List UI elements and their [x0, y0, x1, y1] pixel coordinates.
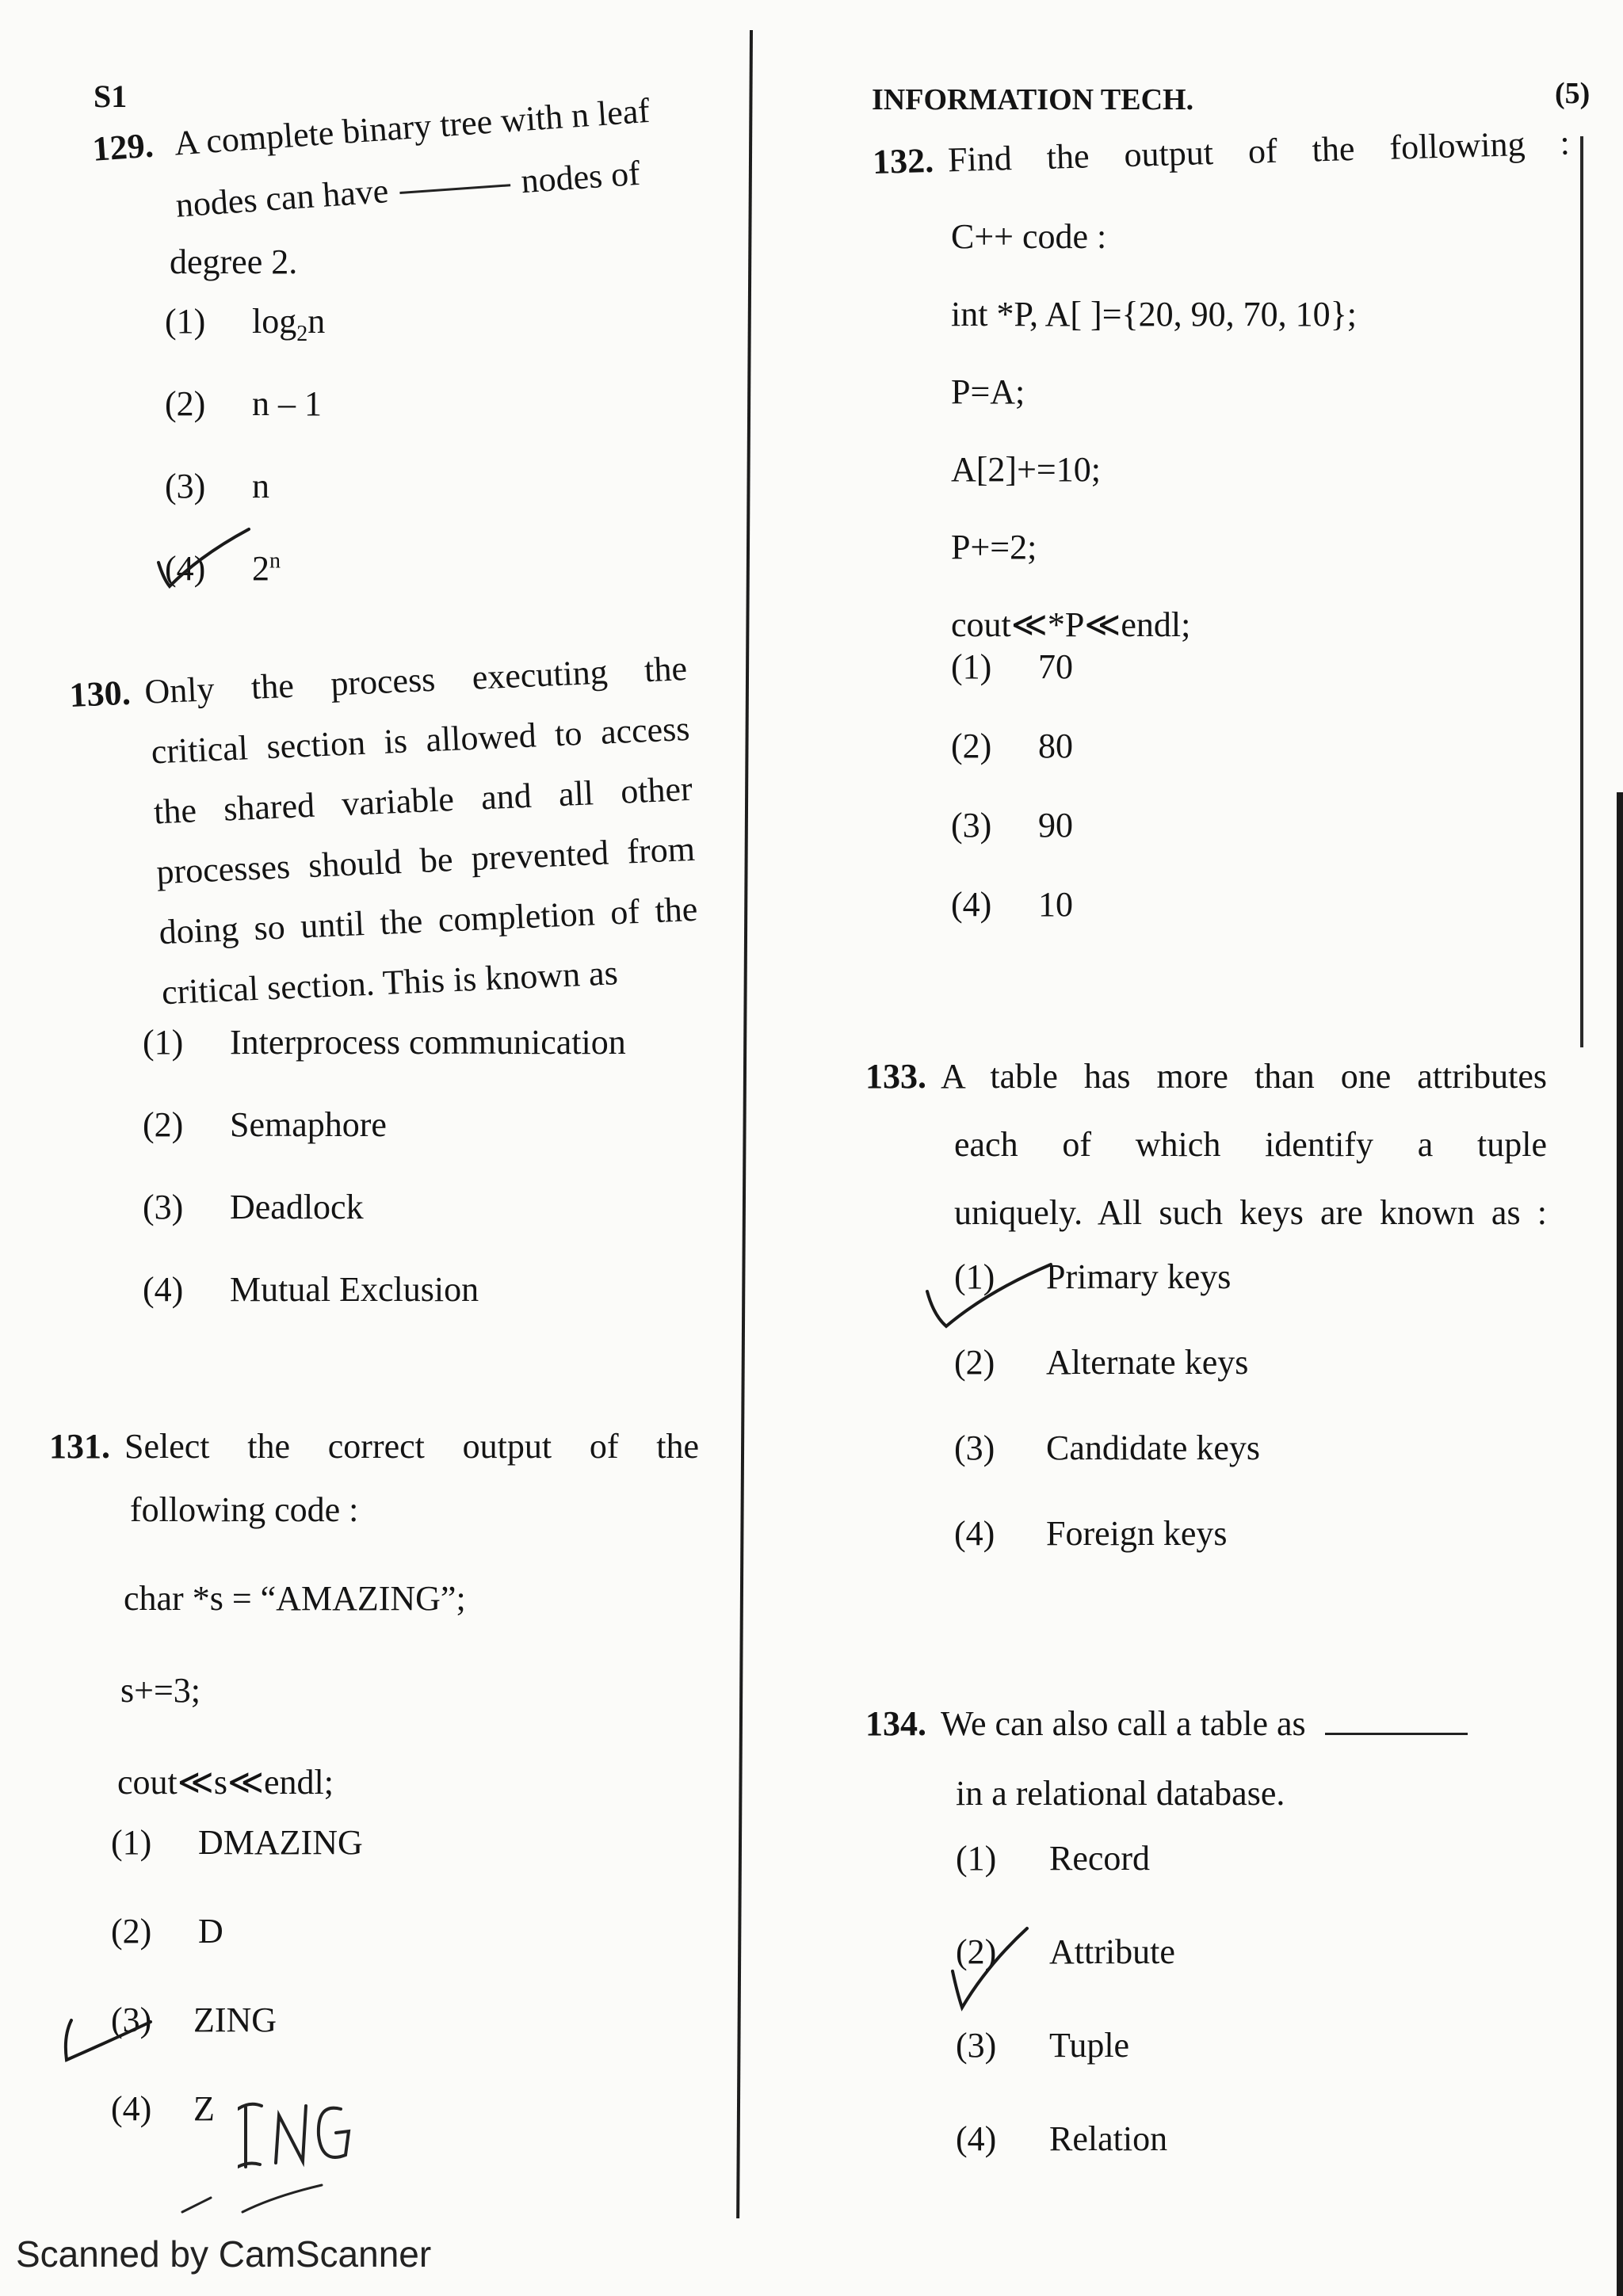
option-number: (1)	[143, 1023, 184, 1062]
option-2[interactable]	[951, 726, 1426, 805]
handwritten-note	[238, 2092, 365, 2179]
option-1[interactable]	[951, 646, 1426, 726]
question-number: 130.	[68, 673, 132, 715]
option-2[interactable]	[111, 1911, 666, 2000]
option-text: n – 1	[252, 384, 322, 423]
option-text: Attribute	[1049, 1932, 1175, 1971]
question-132	[872, 112, 1571, 193]
question-text: A table has more than one attributes	[941, 1057, 1547, 1096]
option-number: (4)	[954, 1514, 995, 1553]
option-number: (3)	[954, 1428, 995, 1467]
option-text: n	[252, 467, 269, 505]
option-number: (3)	[956, 2026, 997, 2065]
option-number: (2)	[143, 1105, 184, 1144]
option-2[interactable]	[143, 1104, 697, 1187]
option-text: Record	[1049, 1839, 1151, 1878]
question-text: C++ code :	[951, 217, 1107, 256]
question-text: each of which identify a tuple	[954, 1125, 1547, 1164]
code-line: cout≪*P≪endl;	[951, 605, 1191, 644]
left-column	[0, 0, 761, 2296]
fill-in-blank	[1325, 1733, 1468, 1735]
scanner-watermark: Scanned by CamScanner	[16, 2233, 432, 2275]
question-129-tail	[170, 231, 297, 293]
option-text: Mutual Exclusion	[230, 1270, 479, 1309]
question-text: degree 2.	[170, 242, 298, 281]
option-number: (4)	[111, 2089, 152, 2128]
question-134-options	[956, 1838, 1510, 2212]
question-133	[865, 1043, 1547, 1247]
code-line: s+=3;	[120, 1671, 200, 1710]
subject-title: INFORMATION TECH.	[872, 83, 1194, 116]
question-132-code	[951, 198, 1585, 664]
question-134	[865, 1689, 1579, 1829]
option-number: (4)	[951, 885, 992, 924]
question-131	[49, 1415, 699, 1542]
option-text: Foreign keys	[1046, 1514, 1228, 1553]
option-number: (2)	[165, 384, 206, 423]
option-text: $\log_2n$	[252, 302, 326, 346]
question-129	[90, 77, 700, 242]
question-text: Select the correct output of the	[124, 1427, 699, 1466]
option-text: D	[198, 1912, 223, 1951]
option-4[interactable]	[951, 884, 1426, 963]
option-text: 70	[1038, 647, 1073, 686]
option-1[interactable]	[143, 1022, 697, 1104]
option-text: 90	[1038, 806, 1073, 845]
question-number: 134.	[865, 1704, 926, 1743]
question-text: nodes of	[519, 153, 642, 201]
option-number: (4)	[143, 1270, 184, 1309]
option-number: (2)	[956, 1932, 997, 1971]
option-number: (3)	[165, 467, 206, 505]
option-4[interactable]	[956, 2119, 1510, 2212]
question-text: Only the process executing the	[143, 648, 688, 711]
option-number: (4)	[956, 2119, 997, 2158]
option-4[interactable]	[954, 1513, 1509, 1599]
option-text: DMAZING	[198, 1823, 363, 1862]
question-130-options	[143, 1022, 697, 1352]
code-line: A[2]+=10;	[951, 450, 1101, 489]
option-4[interactable]	[143, 1269, 697, 1352]
question-132-options	[951, 646, 1426, 963]
option-text: Tuple	[1049, 2026, 1130, 2065]
paper-code: S1	[94, 78, 128, 114]
checkmark-icon	[924, 1260, 1059, 1331]
question-text: doing so until the completion of the	[158, 889, 699, 952]
pen-stroke-icon	[179, 2180, 338, 2220]
option-2[interactable]	[954, 1342, 1509, 1428]
option-number: (4)	[165, 549, 206, 588]
option-1[interactable]	[956, 1838, 1510, 1932]
question-text: critical section. This is known as	[161, 953, 619, 1013]
option-number: (3)	[111, 2000, 152, 2039]
option-text: Candidate keys	[1046, 1428, 1261, 1467]
code-line: cout≪s≪endl;	[117, 1763, 334, 1802]
code-line: P=A;	[951, 372, 1025, 411]
option-text: 80	[1038, 727, 1073, 765]
option-text: Primary keys	[1046, 1257, 1232, 1296]
question-text: Find the output of the following :	[947, 123, 1571, 180]
option-number: (1)	[956, 1839, 997, 1878]
code-line: P+=2;	[951, 528, 1037, 566]
question-text: the shared variable and all other	[153, 769, 693, 832]
option-number: (3)	[143, 1188, 184, 1226]
right-column	[792, 0, 1623, 2296]
option-text: Z	[193, 2089, 215, 2128]
option-text: Alternate keys	[1046, 1343, 1249, 1382]
code-line: char *s = “AMAZING”;	[124, 1579, 466, 1618]
option-3[interactable]	[111, 2000, 666, 2088]
option-3[interactable]	[954, 1428, 1509, 1513]
option-text: 10	[1038, 885, 1073, 924]
fill-in-blank	[399, 185, 510, 195]
question-text: processes should be prevented from	[155, 829, 696, 892]
option-number: (2)	[954, 1343, 995, 1382]
question-131-options	[111, 1822, 666, 2177]
checkmark-icon	[154, 523, 257, 594]
code-line: int *P, A[ ]={20, 90, 70, 10};	[951, 295, 1357, 334]
question-number: 133.	[865, 1057, 926, 1096]
question-text: nodes can have	[174, 171, 390, 225]
question-131-code	[41, 1553, 643, 1829]
option-2[interactable]	[956, 1932, 1510, 2025]
option-number: (1)	[165, 302, 206, 341]
question-number: 132.	[872, 140, 934, 181]
question-text: in a relational database.	[956, 1774, 1285, 1813]
option-3[interactable]	[956, 2025, 1510, 2119]
option-number: (1)	[954, 1257, 995, 1296]
option-text: Semaphore	[230, 1105, 387, 1144]
option-text: Deadlock	[230, 1188, 364, 1226]
checkmark-icon	[948, 1925, 1035, 2012]
page-number: (5)	[1555, 77, 1591, 110]
option-1[interactable]	[111, 1822, 666, 1911]
question-text: A complete binary tree with n leaf	[173, 90, 651, 163]
option-number: (1)	[111, 1823, 152, 1862]
option-3[interactable]	[951, 805, 1426, 884]
option-number: (3)	[951, 806, 992, 845]
question-number: 129.	[90, 125, 155, 169]
checkmark-icon	[55, 2012, 158, 2068]
option-number: (2)	[111, 1912, 152, 1951]
option-number: (1)	[951, 647, 992, 686]
option-text: Relation	[1049, 2119, 1168, 2158]
question-number: 131.	[49, 1427, 110, 1466]
option-text: ZING	[193, 2000, 277, 2039]
option-text: Interprocess communication	[230, 1023, 626, 1062]
question-text: We can also call a table as	[941, 1704, 1306, 1743]
option-2[interactable]	[165, 383, 640, 466]
option-4[interactable]	[111, 2088, 666, 2177]
question-text: following code :	[130, 1490, 359, 1529]
question-130	[68, 639, 701, 1027]
option-text: 2$^n$	[252, 548, 281, 588]
question-text: uniquely. All such keys are known as :	[954, 1193, 1547, 1232]
question-text: critical section is allowed to access	[150, 708, 691, 772]
option-number: (2)	[951, 727, 992, 765]
option-1[interactable]	[165, 301, 640, 383]
option-3[interactable]	[143, 1187, 697, 1269]
